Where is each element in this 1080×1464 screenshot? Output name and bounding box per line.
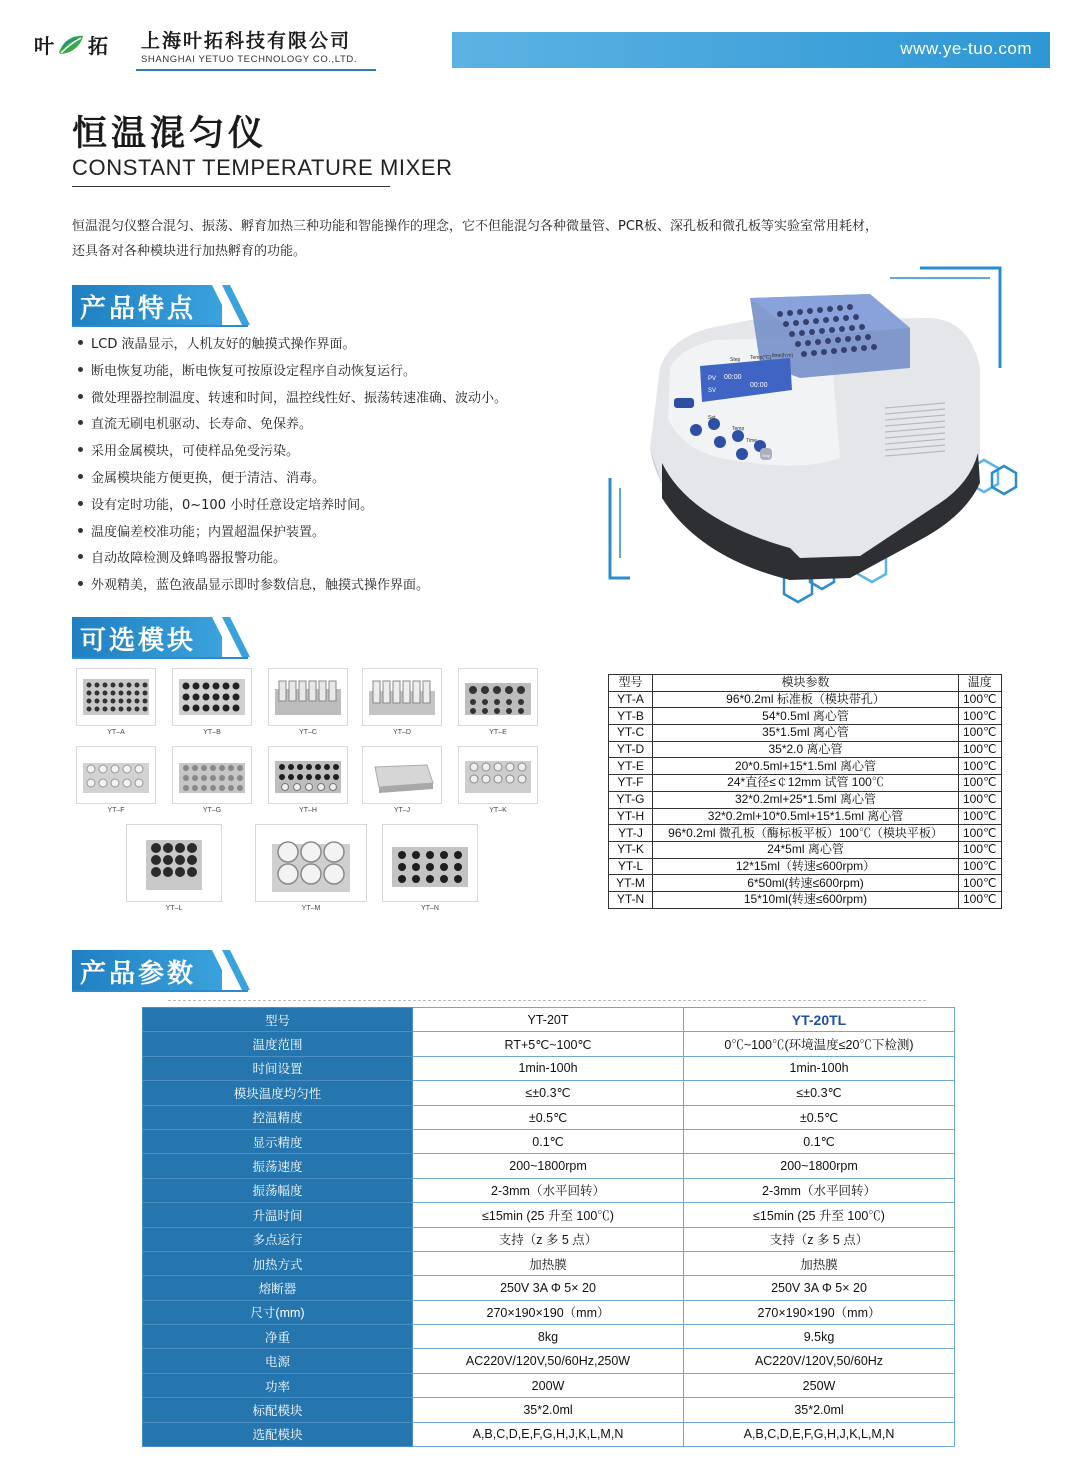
table-row: YT-L 12*15ml（转速≤600rpm） 100℃: [609, 858, 1002, 875]
module-image: [362, 668, 442, 726]
module-caption: YT–H: [299, 807, 317, 814]
column-header: 模块参数: [653, 675, 959, 692]
logo-char-left: 叶: [34, 34, 54, 58]
section-heading-label: 可选模块: [80, 626, 197, 656]
module-thumb[interactable]: [255, 824, 367, 912]
module-thumb[interactable]: [172, 746, 252, 814]
bullet-icon: [78, 501, 83, 506]
spec-row: 温度范围 RT+5℃~100℃ 0℃~100℃(环境温度≤20℃下检测): [143, 1032, 955, 1056]
feature-item: 金属模块能方便更换，便于清洁、消毒。: [78, 466, 507, 493]
feature-item: 直流无刷电机驱动、长寿命、免保养。: [78, 412, 507, 439]
temp-key-label: Temp: [732, 426, 745, 432]
spec-row: 熔断器 250V 3A Φ 5× 20 250V 3A Φ 5× 20: [143, 1276, 955, 1300]
sv-reading: 00:00: [750, 382, 768, 389]
spec-row: 尺寸(mm) 270×190×190（mm） 270×190×190（mm）: [143, 1300, 955, 1324]
bullet-icon: [78, 554, 83, 559]
time-header: time(h:m): [772, 353, 794, 359]
module-caption: YT–K: [489, 807, 507, 814]
module-image: [268, 668, 348, 726]
feature-item: 微处理器控制温度、转速和时间，温控线性好、振荡转速准确、波动小。: [78, 386, 507, 413]
module-image: [76, 746, 156, 804]
spec-row: 电源 AC220V/120V,50/60Hz,250W AC220V/120V,50/60Hz: [143, 1349, 955, 1373]
spec-table: [142, 1007, 955, 1447]
module-thumb[interactable]: [76, 746, 156, 814]
table-row: YT-G 32*0.2ml+25*1.5ml 离心管 100℃: [609, 791, 1002, 808]
bullet-icon: [78, 394, 83, 399]
bullet-icon: [78, 528, 83, 533]
table-row: YT-K 24*5ml 离心管 100℃: [609, 841, 1002, 858]
company-name: [141, 30, 357, 65]
spec-row: 控温精度 ±0.5℃ ±0.5℃: [143, 1105, 955, 1129]
header-divider: [136, 69, 376, 71]
module-image: [172, 746, 252, 804]
bullet-icon: [78, 447, 83, 452]
power-button[interactable]: [674, 398, 694, 408]
spec-row: 功率 200W 250W: [143, 1373, 955, 1397]
dashed-divider: [168, 1000, 926, 1001]
module-image: [172, 668, 252, 726]
spec-row: 振荡速度 200~1800rpm 200~1800rpm: [143, 1154, 955, 1178]
module-image: [76, 668, 156, 726]
table-row: YT-M 6*50ml(转速≤600rpm) 100℃: [609, 875, 1002, 892]
table-row: YT-F 24*直径≤￠12mm 试管 100℃ 100℃: [609, 775, 1002, 792]
section-heading-features: [72, 285, 250, 325]
module-thumb[interactable]: [126, 824, 222, 912]
module-caption: YT–N: [421, 905, 439, 912]
sv-label: SV: [708, 388, 717, 394]
product-image: [600, 258, 1060, 608]
spec-row: 多点运行 支持（z 多 5 点） 支持（z 多 5 点）: [143, 1227, 955, 1251]
spec-row: 选配模块 A,B,C,D,E,F,G,H,J,K,L,M,N A,B,C,D,E,F,G,H,J,K,L,M,N: [143, 1422, 955, 1446]
feature-item: 自动故障检测及蜂鸣器报警功能。: [78, 546, 507, 573]
feature-item: 温度偏差校准功能；内置超温保护装置。: [78, 520, 507, 547]
set-key-label: Set: [708, 415, 716, 421]
leaf-icon: [57, 33, 85, 57]
module-caption: YT–A: [107, 729, 125, 736]
module-thumb[interactable]: [362, 668, 442, 736]
bullet-icon: [78, 420, 83, 425]
table-row: YT-E 20*0.5ml+15*1.5ml 离心管 100℃: [609, 758, 1002, 775]
module-caption: YT–E: [489, 729, 507, 736]
table-row: YT-N 15*10ml(转速≤600rpm) 100℃: [609, 891, 1002, 908]
spec-row: 时间设置 1min-100h 1min-100h: [143, 1056, 955, 1080]
intro-line: 还具备对各种模块进行加热孵育的功能。: [72, 244, 307, 259]
heading-chevron-icon: [222, 950, 250, 990]
time-down-button[interactable]: [736, 448, 748, 460]
spec-row: 标配模块 35*2.0ml 35*2.0ml: [143, 1398, 955, 1422]
website-banner: [452, 32, 1050, 68]
page-title: 恒温混匀仪: [72, 114, 268, 154]
module-thumbnails: [72, 664, 552, 924]
heading-chevron-icon: [222, 617, 250, 657]
bullet-icon: [78, 367, 83, 372]
table-row: YT-J 96*0.2ml 微孔板（酶标板平板）100℃（模块平板） 100℃: [609, 825, 1002, 842]
module-thumb[interactable]: [458, 746, 538, 814]
spec-row: 加热方式 加热膜 加热膜: [143, 1251, 955, 1275]
section-heading-label: 产品参数: [80, 959, 197, 989]
module-image: [126, 824, 222, 902]
module-caption: YT–J: [393, 807, 411, 814]
temp-down-button[interactable]: [714, 436, 726, 448]
section-heading-label: 产品特点: [80, 294, 197, 324]
module-caption: YT–D: [393, 729, 411, 736]
pv-label: PV: [708, 376, 717, 382]
module-thumb[interactable]: [268, 746, 348, 814]
spec-row: 振荡幅度 2-3mm（水平回转） 2-3mm（水平回转）: [143, 1178, 955, 1202]
step-label: Step: [730, 357, 741, 363]
column-header: 型号: [609, 675, 653, 692]
intro-paragraph: [72, 214, 1002, 264]
module-caption: YT–C: [299, 729, 317, 736]
module-image: [255, 824, 367, 902]
bullet-icon: [78, 474, 83, 479]
module-caption: YT–B: [203, 729, 221, 736]
table-row: YT-B 54*0.5ml 离心管 100℃: [609, 708, 1002, 725]
module-image: [362, 746, 442, 804]
column-header: 温度: [959, 675, 1002, 692]
pv-reading: 00:00: [724, 374, 742, 381]
company-name-cn: 上海叶拓科技有限公司: [141, 30, 352, 52]
module-spec-table: [608, 674, 1002, 909]
feature-list: [78, 332, 507, 600]
temp-header: Temp(°C): [750, 355, 772, 361]
module-caption: YT–L: [165, 905, 183, 912]
heading-chevron-icon: [222, 285, 250, 325]
company-name-en: SHANGHAI YETUO TECHNOLOGY CO.,LTD.: [141, 54, 358, 65]
bullet-icon: [78, 340, 83, 345]
module-image: [458, 746, 538, 804]
spec-label: 型号: [143, 1008, 413, 1032]
spec-row: 模块温度均匀性 ≤±0.3℃ ≤±0.3℃: [143, 1081, 955, 1105]
table-row: YT-A 96*0.2ml 标准板（模块带孔） 100℃: [609, 691, 1002, 708]
module-image: [458, 668, 538, 726]
mixer-body: [650, 294, 980, 580]
module-thumb[interactable]: [172, 668, 252, 736]
company-logo: [34, 30, 108, 59]
module-thumb[interactable]: [458, 668, 538, 736]
feature-item: 外观精美，蓝色液晶显示即时参数信息，触摸式操作界面。: [78, 573, 507, 600]
table-header-row: [609, 675, 1002, 692]
spec-model-1: YT-20T: [413, 1008, 684, 1032]
section-heading-specs: [72, 950, 250, 990]
page-header: [0, 0, 1080, 90]
stop-key-label: Stop: [762, 453, 771, 458]
module-caption: YT–F: [107, 807, 125, 814]
website-link[interactable]: www.ye-tuo.com: [900, 39, 1032, 58]
time-key-label: Time: [746, 438, 757, 444]
table-row: YT-C 35*1.5ml 离心管 100℃: [609, 725, 1002, 742]
feature-item: 采用金属模块，可使样品免受污染。: [78, 439, 507, 466]
module-image: [268, 746, 348, 804]
spec-header-row: [143, 1008, 955, 1032]
module-thumb[interactable]: [362, 746, 442, 814]
feature-item: 断电恢复功能，断电恢复可按原设定程序自动恢复运行。: [78, 359, 507, 386]
bullet-icon: [78, 581, 83, 586]
page-subtitle: CONSTANT TEMPERATURE MIXER: [72, 155, 453, 180]
table-row: YT-D 35*2.0 离心管 100℃: [609, 741, 1002, 758]
logo-char-right: 拓: [88, 34, 108, 58]
module-image: [382, 824, 478, 902]
module-thumb[interactable]: [268, 668, 348, 736]
module-caption: YT–G: [202, 807, 222, 814]
set-down-button[interactable]: [690, 424, 702, 436]
spec-model-2: YT-20TL: [684, 1008, 955, 1032]
spec-row: 净重 8kg 9.5kg: [143, 1325, 955, 1349]
spec-row: 显示精度 0.1℃ 0.1℃: [143, 1129, 955, 1153]
feature-item: 设有定时功能，0~100 小时任意设定培养时间。: [78, 493, 507, 520]
module-caption: YT–M: [301, 905, 321, 912]
spec-row: 升温时间 ≤15min (25 升至 100℃) ≤15min (25 升至 100℃): [143, 1203, 955, 1227]
feature-item: LCD 液晶显示，人机友好的触摸式操作界面。: [78, 332, 507, 359]
module-thumb[interactable]: [382, 824, 478, 912]
module-thumb[interactable]: [76, 668, 156, 736]
title-divider: [72, 186, 390, 187]
intro-line: 恒温混匀仪整合混匀、振荡、孵育加热三种功能和智能操作的理念，它不但能混匀各种微量管、PCR板、深孔板和微孔板等实验室常用耗材，: [72, 219, 878, 234]
table-row: YT-H 32*0.2ml+10*0.5ml+15*1.5ml 离心管 100℃: [609, 808, 1002, 825]
section-heading-modules: [72, 617, 250, 657]
